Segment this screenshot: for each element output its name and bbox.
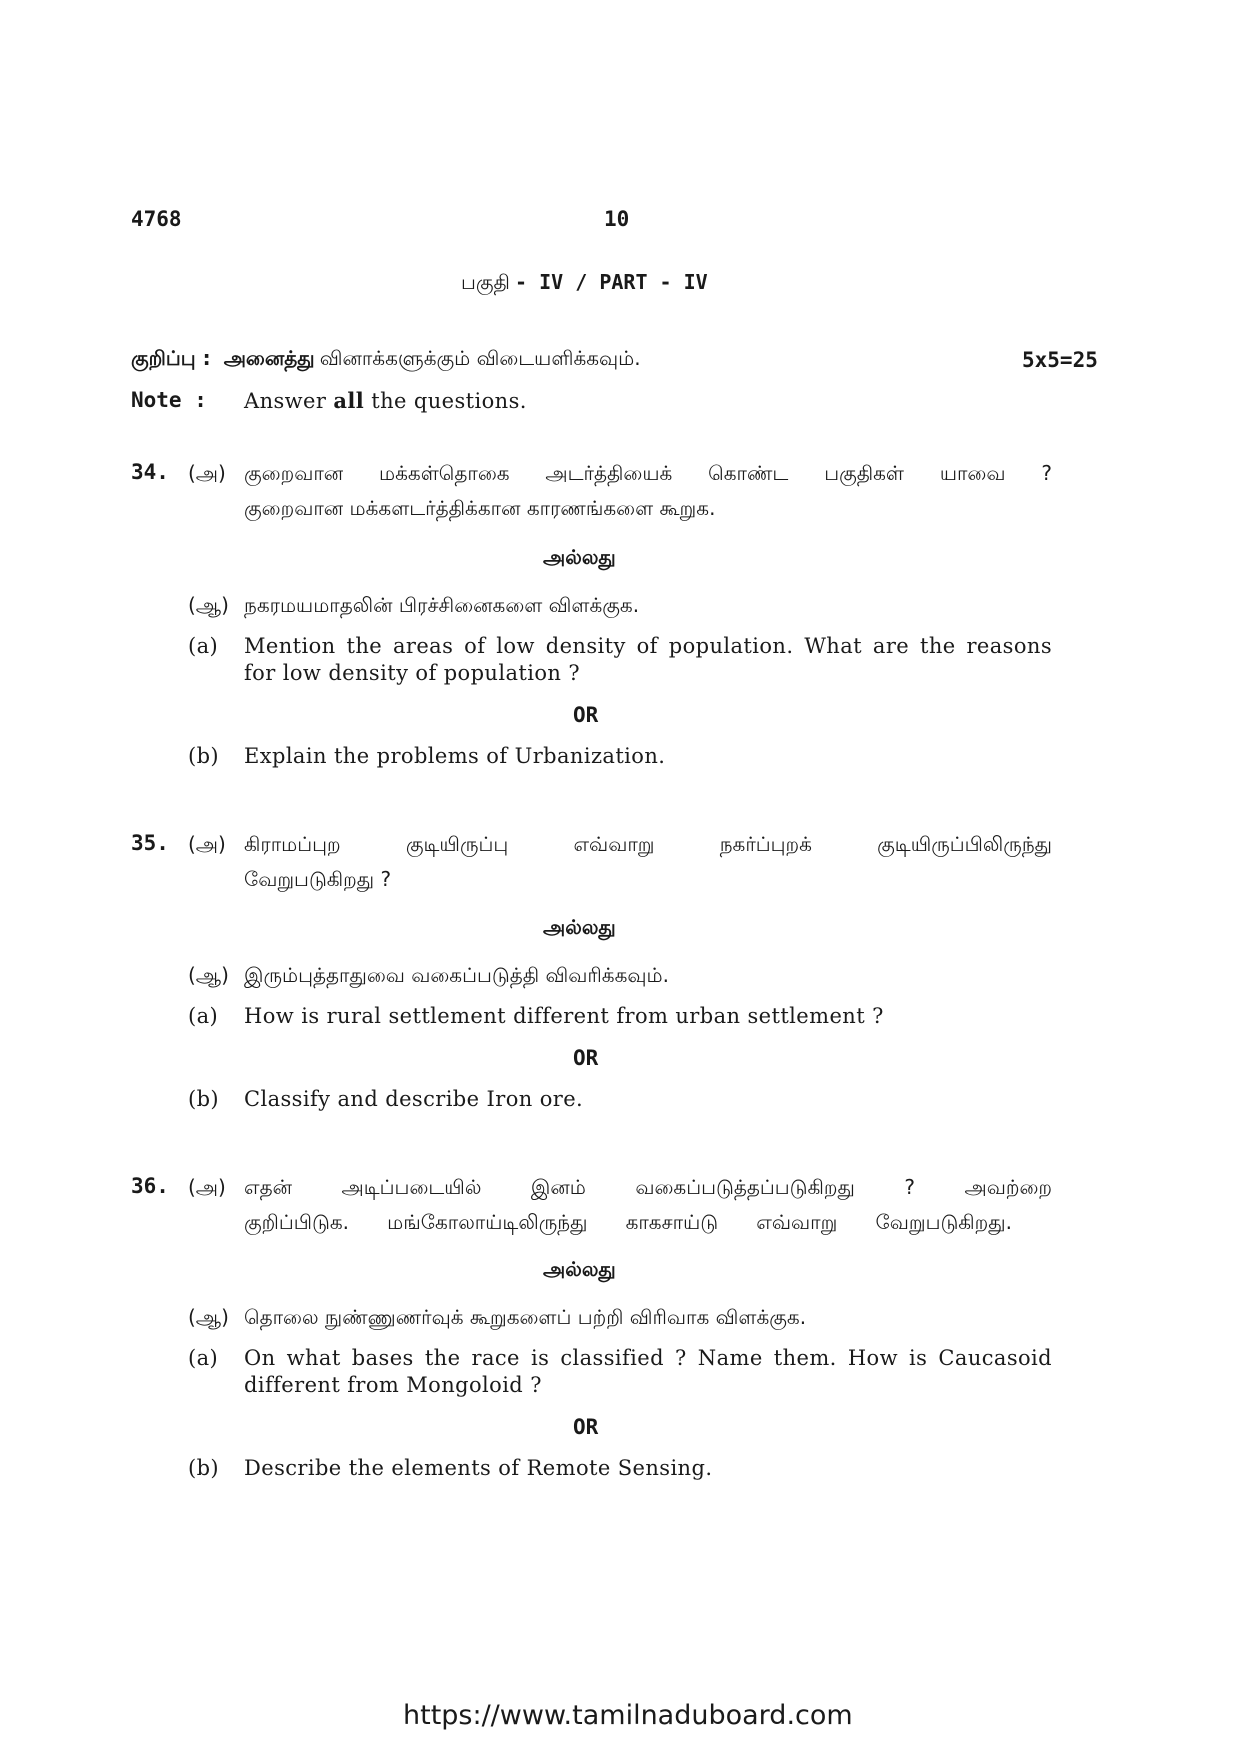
english-or-label: OR (573, 1046, 599, 1070)
part-title-tamil: பகுதி (461, 270, 510, 294)
english-option-b-marker: (b) (188, 1456, 220, 1480)
note-english-pre: Answer (244, 389, 327, 413)
english-option-b-line1: Describe the elements of Remote Sensing. (244, 1456, 713, 1480)
tamil-option-b-line1: நகரமயமாதலின் பிரச்சினைகளை விளக்குக. (244, 593, 640, 617)
english-or-label: OR (573, 1415, 599, 1439)
english-option-b-line1: Explain the problems of Urbanization. (244, 744, 666, 768)
tamil-option-b-marker: (ஆ) (188, 1305, 229, 1329)
part-title (461, 270, 708, 297)
tamil-option-a-marker: (அ) (188, 1175, 226, 1199)
note-tamil (131, 346, 641, 373)
english-option-a-marker: (a) (188, 1346, 219, 1370)
note-tamil-bold: அனைத்து (223, 346, 315, 370)
note-english-label: Note : (131, 388, 207, 412)
page-number: 10 (604, 207, 630, 231)
note-tamil-label: குறிப்பு : (131, 346, 211, 370)
english-option-a-line1: Mention the areas of low density of population. What are the reasons (244, 634, 1052, 658)
question-number: 35. (131, 831, 169, 855)
tamil-option-a-line1: கிராமப்புற குடியிருப்பு எவ்வாறு நகர்ப்புறக் குடியிருப்பிலிருந்து (244, 832, 1052, 856)
english-option-a-line2: different from Mongoloid ? (244, 1373, 542, 1397)
tamil-option-a-line1: குறைவான மக்கள்தொகை அடர்த்தியைக் கொண்ட பகுதிகள் யாவை ? (244, 461, 1052, 485)
english-option-b-line1: Classify and describe Iron ore. (244, 1087, 584, 1111)
marks-label: 5x5=25 (1022, 348, 1098, 372)
note-tamil-text: வினாக்களுக்கும் விடையளிக்கவும். (319, 346, 641, 370)
english-option-a-line1: How is rural settlement different from urban settlement ? (244, 1004, 884, 1028)
english-option-a-line1: On what bases the race is classified ? Name them. How is Caucasoid (244, 1346, 1052, 1370)
tamil-option-b-line1: இரும்புத்தாதுவை வகைப்படுத்தி விவரிக்கவும். (244, 963, 669, 987)
english-option-b-marker: (b) (188, 1087, 220, 1111)
part-title-english: - IV / PART - IV (515, 270, 708, 294)
tamil-option-a-line1: எதன் அடிப்படையில் இனம் வகைப்படுத்தப்படுகிறது ? அவற்றை (244, 1175, 1052, 1199)
question-number: 36. (131, 1174, 169, 1198)
english-option-a-marker: (a) (188, 1004, 219, 1028)
english-option-a-line2: for low density of population ? (244, 661, 581, 685)
tamil-option-a-line2: குறைவான மக்களடர்த்திக்கான காரணங்களை கூறுக. (244, 496, 716, 520)
english-or-label: OR (573, 703, 599, 727)
paper-code: 4768 (131, 207, 182, 231)
tamil-option-a-line2: குறிப்பிடுக. மங்கோலாய்டிலிருந்து காகசாய்டு எவ்வாறு வேறுபடுகிறது. (244, 1210, 1012, 1234)
tamil-option-a-marker: (அ) (188, 461, 226, 485)
note-english-bold: all (333, 388, 365, 413)
tamil-or-label: அல்லது (543, 1257, 616, 1281)
question-number: 34. (131, 460, 169, 484)
english-option-a-marker: (a) (188, 634, 219, 658)
tamil-option-b-line1: தொலை நுண்ணுணர்வுக் கூறுகளைப் பற்றி விரிவாக விளக்குக. (244, 1305, 807, 1329)
tamil-option-a-marker: (அ) (188, 832, 226, 856)
tamil-option-b-marker: (ஆ) (188, 593, 229, 617)
note-english (244, 388, 527, 413)
tamil-or-label: அல்லது (543, 915, 616, 939)
tamil-option-b-marker: (ஆ) (188, 963, 229, 987)
note-english-post: the questions. (371, 389, 527, 413)
footer-website-link[interactable]: https://www.tamilnaduboard.com (403, 1700, 853, 1731)
tamil-or-label: அல்லது (543, 545, 616, 569)
english-option-b-marker: (b) (188, 744, 220, 768)
tamil-option-a-line2: வேறுபடுகிறது ? (244, 867, 392, 891)
